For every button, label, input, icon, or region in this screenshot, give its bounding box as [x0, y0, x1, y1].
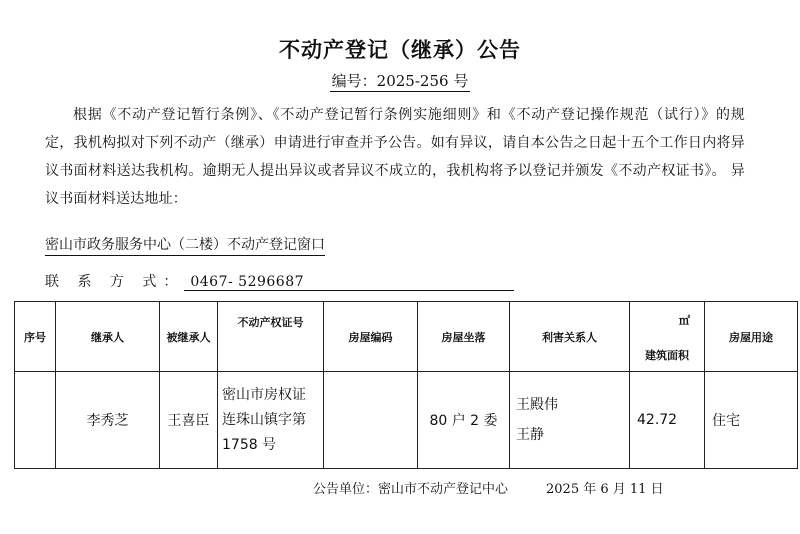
cert-line: 1758 号 [222, 436, 277, 453]
cell-house-location: 80 户 2 委 [418, 372, 510, 469]
header-house-code: 房屋编码 [324, 302, 418, 372]
contact-phone: 0467- 5296687 [184, 274, 514, 291]
header-decedent: 被继承人 [160, 302, 218, 372]
contact-label: 联 系 方 式： [45, 274, 185, 290]
cell-seq [15, 372, 56, 469]
table-header-row [15, 302, 798, 372]
cell-cert-no [218, 372, 324, 469]
delivery-address-text: 密山市政务服务中心（二楼）不动产登记窗口 [45, 237, 325, 256]
issue-date: 2025 年 6 月 11 日 [546, 482, 664, 497]
area-label: 建筑面积 [645, 349, 689, 362]
delivery-address [45, 234, 325, 254]
notice-title: 不动产登记（继承）公告 [279, 38, 521, 62]
header-house-location: 房屋坐落 [418, 302, 510, 372]
cert-line: 密山市房权证 [222, 386, 306, 403]
cert-line: 连珠山镇字第 [222, 411, 306, 428]
party-name: 王殿伟 [516, 397, 558, 413]
issuing-unit: 公告单位：密山市不动产登记中心 [313, 482, 509, 497]
header-interested-parties: 利害关系人 [510, 302, 630, 372]
cell-decedent: 王喜臣 [160, 372, 218, 469]
serial-number [0, 70, 800, 91]
header-heir: 继承人 [56, 302, 160, 372]
area-unit: ㎡ [679, 314, 690, 327]
party-name: 王静 [516, 427, 544, 443]
registration-table [14, 301, 798, 469]
header-seq: 序号 [15, 302, 56, 372]
cell-interested-parties [510, 372, 630, 469]
cell-usage: 住宅 [705, 372, 798, 469]
cell-area: 42.72 [630, 372, 705, 469]
header-usage: 房屋用途 [705, 302, 798, 372]
contact-info [45, 271, 514, 291]
cell-heir: 李秀芝 [56, 372, 160, 469]
header-cert-no: 不动产权证号 [218, 302, 324, 372]
cell-house-code [324, 372, 418, 469]
notice-body: 根据《不动产登记暂行条例》、《不动产登记暂行条例实施细则》和《不动产登记操作规范（试行）》的规定，我机构拟对下列不动产（继承）申请进行审查并予公告。如有异议，请自本公告之日起十五个工作日内将异议书面材料送达我机构。逾期无人提出异议或者异议不成立的，我机构将予以登记并颁发《不动产权证书》。 异议书面材料送达地址： [45, 107, 745, 207]
header-area [630, 302, 705, 372]
table-row [15, 372, 798, 469]
footer [313, 478, 664, 497]
serial-number-text: 编号：2025-256 号 [331, 72, 469, 90]
